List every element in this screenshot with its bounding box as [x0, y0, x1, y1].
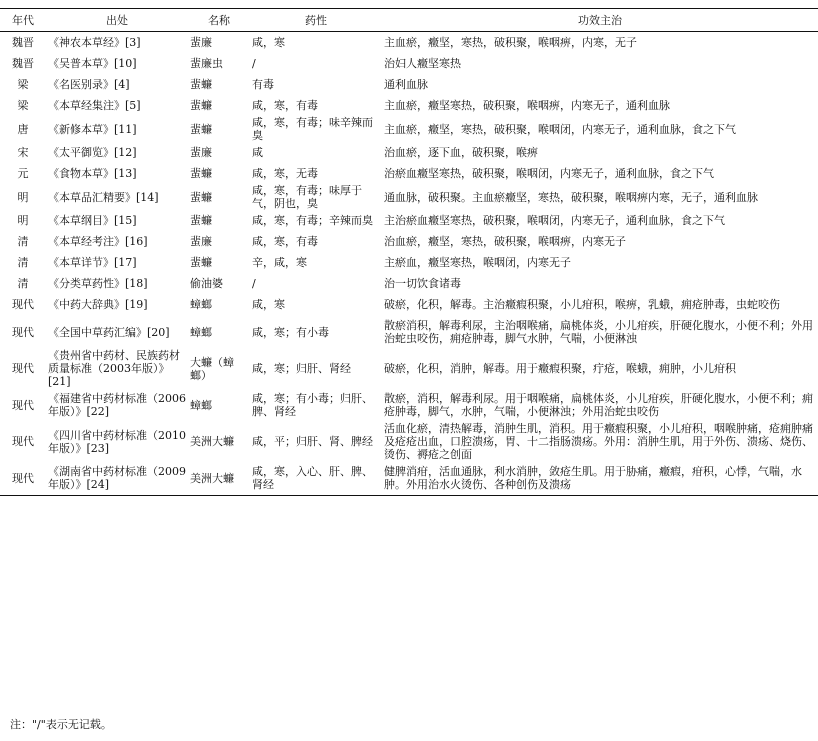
- cell-property: 咸，寒，有毒；味辛辣而臭: [252, 116, 373, 142]
- cell-efficacy: 破瘀，化积，解毒。主治癥瘕积聚，小儿疳积，喉痹，乳蛾，痈疮肿毒，虫蛇咬伤: [384, 298, 780, 311]
- cell-efficacy: 治血瘀，癥坚，寒热，破积聚，喉咽痹，内寒无子: [384, 235, 626, 248]
- cell-source: 《本草品汇精要》[14]: [48, 190, 159, 204]
- cell-name: 蜚蠊: [190, 190, 212, 204]
- table-row: [0, 349, 818, 388]
- cell-efficacy: 治血瘀，逐下血，破积聚，喉痹: [384, 146, 538, 159]
- cell-source: 《湖南省中药材标准（2009年版）》[24]: [46, 461, 188, 496]
- cell-name: 蜚蠊: [190, 214, 212, 227]
- table-row: [0, 163, 818, 184]
- cell-property: 咸，寒，有毒: [252, 99, 318, 112]
- cell-source: 《本草详节》[17]: [48, 256, 137, 269]
- cell-name: 蜚蠊: [190, 78, 212, 91]
- cell-era: 明: [17, 190, 29, 204]
- cell-efficacy: 通血脉，破积聚。主血瘀癥坚，寒热，破积聚，喉咽痹内寒，无子，通利血脉: [384, 190, 758, 204]
- cell-property: 咸，寒，无毒: [252, 167, 318, 180]
- cell-efficacy: 治瘀血癥坚寒热，破积聚，喉咽闭，内寒无子，通利血脉，食之下气: [384, 167, 714, 180]
- cell-era: 元: [17, 167, 29, 180]
- cell-property: /: [252, 57, 256, 70]
- header-era: 年代: [0, 9, 46, 32]
- cell-era: 清: [17, 277, 29, 290]
- cell-property: 咸，平；归肝、肾、脾经: [252, 435, 373, 448]
- cell-era: 现代: [12, 298, 34, 311]
- table-row: [0, 142, 818, 163]
- cell-source: 《贵州省中药材、民族药材质量标准（2003年版）》[21]: [48, 349, 180, 388]
- table-footnote: 注："/"表示无记载。: [10, 718, 112, 731]
- cell-property: 咸，寒；归肝、肾经: [252, 362, 351, 375]
- cell-era: 现代: [12, 435, 34, 448]
- header-property: 药性: [250, 9, 382, 32]
- table-row: [0, 273, 818, 294]
- cell-era: 魏晋: [12, 57, 34, 70]
- cell-source: 《本草经集注》[5]: [48, 99, 141, 112]
- cell-name: 蜚廉: [190, 146, 212, 159]
- cell-property: 咸，寒: [252, 36, 285, 49]
- cell-source: 《吴普本草》[10]: [48, 57, 137, 70]
- cell-era: 宋: [17, 146, 29, 159]
- table-row: [0, 388, 818, 422]
- cell-property: 咸，寒，入心、肝、脾、肾经: [250, 461, 382, 496]
- cell-source: 《名医别录》[4]: [48, 78, 130, 91]
- cell-efficacy: 活血化瘀，清热解毒，消肿生肌，消积。用于癥瘕积聚，小儿疳积，咽喉肿痛，疮痈肿痛及疮疮出血，口腔溃疡，胃、十二指肠溃疡。外用：消肿生肌，用于外伤、溃疡、烧伤、烫伤、褥疮之创面: [384, 422, 813, 461]
- cell-name: 蟑螂: [190, 398, 212, 412]
- cell-source: 《福建省中药材标准（2006年版）》[22]: [48, 392, 186, 418]
- cell-source: 《神农本草经》[3]: [48, 36, 141, 49]
- cell-efficacy: 主血瘀，癥坚寒热，破积聚，喉咽痹，内寒无子，通利血脉: [384, 99, 670, 112]
- cell-source: 《食物本草》[13]: [48, 167, 137, 180]
- cell-name: 蜚廉虫: [190, 57, 223, 70]
- cell-name: 蟑螂: [190, 298, 212, 311]
- cell-name: 蜚蠊: [190, 99, 212, 112]
- cell-name: 蜚廉: [190, 235, 212, 248]
- cell-era: 清: [17, 235, 29, 248]
- cell-source: 《四川省中药材标准（2010年版）》[23]: [48, 428, 186, 455]
- cell-name: 美洲大蠊: [190, 435, 234, 448]
- cell-name: 蜚蠊: [190, 122, 212, 136]
- table-row: [0, 116, 818, 142]
- cell-property: 咸，寒，有毒: [252, 235, 318, 248]
- cell-name: 大蠊（蟑螂）: [190, 355, 234, 382]
- cell-efficacy: 主瘀血，癥坚寒热，喉咽闭，内寒无子: [384, 256, 571, 269]
- table-row: [0, 422, 818, 461]
- cell-efficacy: 治一切饮食诸毒: [384, 277, 461, 290]
- cell-era: 魏晋: [12, 36, 34, 49]
- cell-property: /: [252, 277, 256, 290]
- cell-era: 现代: [12, 398, 34, 412]
- cell-efficacy: 通利血脉: [384, 78, 428, 91]
- cell-era: 梁: [17, 78, 29, 91]
- cell-era: 明: [17, 214, 29, 227]
- header-efficacy: 功效主治: [382, 9, 818, 32]
- cell-property: 辛，咸，寒: [252, 256, 307, 269]
- cell-efficacy: 散瘀消积，解毒利尿，主治咽喉痛，扁桃体炎，小儿疳疾，肝硬化腹水，小便不利；外用治蛇虫咬伤，痈疮肿毒，脚气水肿，气喘，小便淋浊: [384, 319, 813, 345]
- cell-efficacy: 主血瘀，癥坚，寒热，破积聚，喉咽闭，内寒无子，通利血脉，食之下气: [384, 122, 736, 136]
- table-row: [0, 74, 818, 95]
- cell-era: 清: [17, 256, 29, 269]
- table-row: [0, 315, 818, 349]
- cell-efficacy: 散瘀，消积，解毒利尿。用于咽喉痛，扁桃体炎，小儿疳疾，肝硬化腹水，小便不利；痈疮肿毒，脚气，水肿，气喘，小便淋浊；外用治蛇虫咬伤: [384, 392, 813, 418]
- header-source: 出处: [46, 9, 188, 32]
- cell-efficacy: 治妇人癥坚寒热: [384, 57, 461, 70]
- table-row: [0, 252, 818, 273]
- cell-property: 咸，寒；有小毒: [252, 325, 329, 339]
- cell-name: 偷油婆: [190, 277, 223, 290]
- cell-property: 咸: [252, 146, 263, 159]
- table-row: [0, 231, 818, 252]
- table-row: [0, 210, 818, 231]
- cell-era: 唐: [17, 122, 29, 136]
- cell-name: 美洲大蠊: [188, 461, 250, 496]
- cell-name: 蜚廉: [190, 36, 212, 49]
- cell-property: 有毒: [252, 78, 274, 91]
- cell-name: 蟑螂: [190, 325, 212, 339]
- table-header-row: [0, 9, 818, 32]
- cell-source: 《本草经考注》[16]: [48, 235, 148, 248]
- cell-source: 《太平御览》[12]: [48, 146, 137, 159]
- cell-source: 《新修本草》[11]: [48, 122, 137, 136]
- cell-property: 咸，寒，有毒；味厚于气，阴也，臭: [252, 184, 362, 210]
- table-row: [0, 32, 818, 54]
- table-row: [0, 53, 818, 74]
- cell-source: 《本草纲目》[15]: [48, 214, 137, 227]
- cell-efficacy: 主血瘀，癥坚，寒热，破积聚，喉咽痹，内寒，无子: [384, 36, 637, 49]
- cell-era: 现代: [12, 325, 34, 339]
- cell-source: 《全国中草药汇编》[20]: [48, 325, 170, 339]
- table-row: [0, 95, 818, 116]
- cell-efficacy: 健脾消疳，活血通脉，利水消肿，敛疮生肌。用于胁痛，癥瘕，疳积，心悸，气喘，水肿。外用治水火烫伤、各种创伤及溃疡: [382, 461, 818, 496]
- cell-era: 现代: [0, 461, 46, 496]
- header-name: 名称: [188, 9, 250, 32]
- cell-era: 现代: [12, 362, 34, 375]
- cell-source: 《中药大辞典》[19]: [48, 298, 148, 311]
- cell-name: 蜚蠊: [190, 167, 212, 180]
- table-row: [0, 461, 818, 496]
- cell-property: 咸，寒: [252, 298, 285, 311]
- cell-efficacy: 破瘀，化积，消肿，解毒。用于癥瘕积聚，疔疮，喉蛾，痈肿，小儿疳积: [384, 362, 736, 375]
- cell-source: 《分类草药性》[18]: [48, 277, 148, 290]
- table-row: [0, 184, 818, 210]
- cell-property: 咸，寒；有小毒；归肝、脾、肾经: [252, 392, 373, 418]
- cell-name: 蜚蠊: [190, 256, 212, 269]
- history-table: [0, 9, 818, 496]
- cell-efficacy: 主治瘀血癥坚寒热，破积聚，喉咽闭，内寒无子，通利血脉，食之下气: [384, 214, 725, 227]
- cell-era: 梁: [17, 99, 29, 112]
- table-row: [0, 294, 818, 315]
- cell-property: 咸，寒，有毒；辛辣而臭: [252, 214, 373, 227]
